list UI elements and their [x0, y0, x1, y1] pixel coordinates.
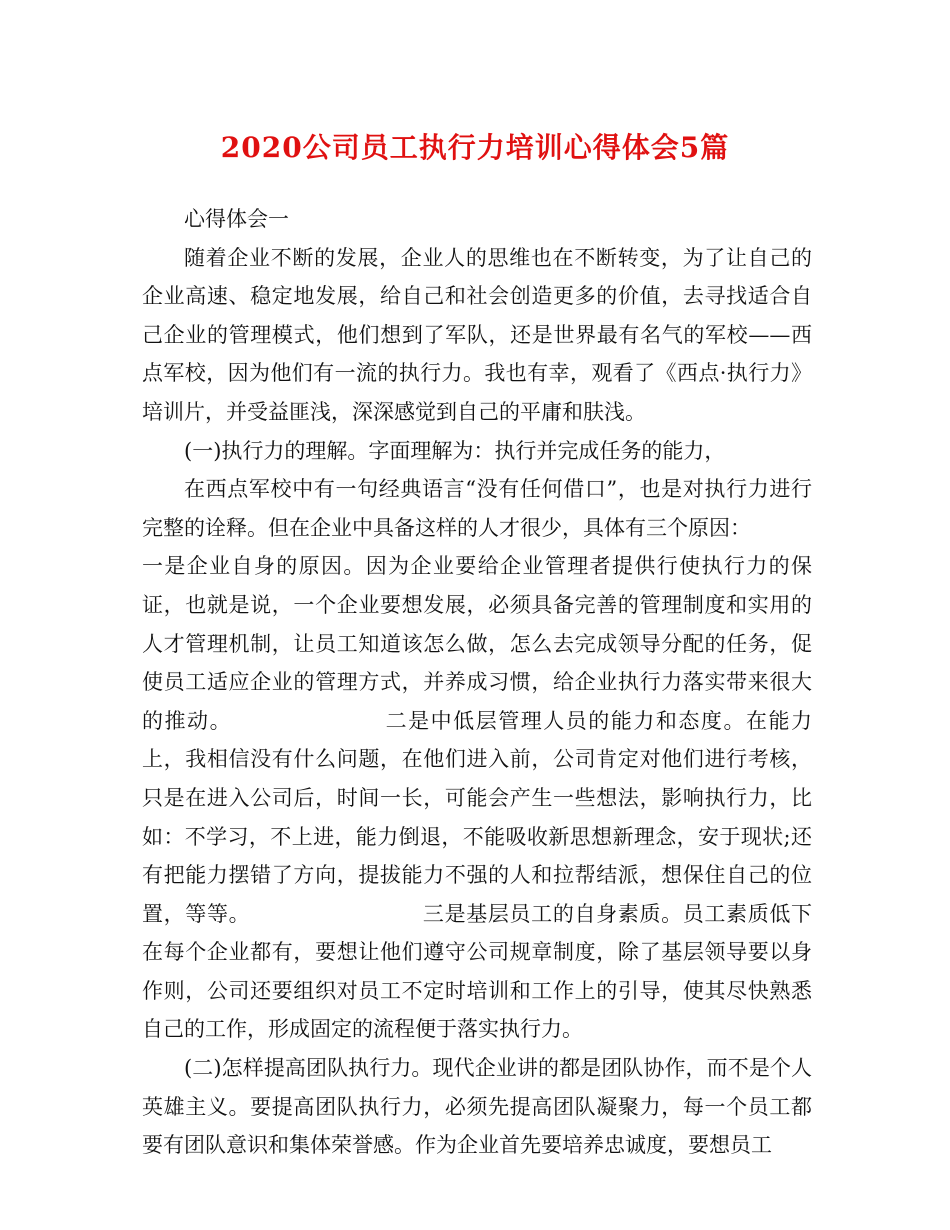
paragraph: (一)执行力的理解。字面理解为：执行并完成任务的能力，	[184, 438, 726, 463]
paragraph-segment: 二是中低层管理人员的能力和态度。在能力上，我相信没有什么问题，在他们进入前，公司肯定对他们进行考核，只是在进入公司后，时间一长，可能会产生一些想法，影响执行力，比如：不学习，不上进，能力倒退，不能吸收新思想新理念，安于现状;还有把能力摆错了方向，提拔能力不强的人和拉帮结派，想保住自己的位置，等等。	[142, 708, 813, 926]
section-heading: 心得体会一	[184, 207, 289, 231]
paragraph-segment: 三是基层员工的自身素质。员工素质低下在每个企业都有，要想让他们遵守公司规章制度，除了基层领导要以身作则，公司还要组织对员工不定时培训和工作上的引导，使其尽快熟悉自己的工作，形成固定的流程便于落实执行力。	[142, 901, 813, 1042]
document-title: 2020公司员工执行力培训心得体会5篇	[220, 131, 730, 164]
document-body	[142, 200, 812, 1165]
paragraph: 随着企业不断的发展，企业人的思维也在不断转变，为了让自己的企业高速、稳定地发展，给自己和社会创造更多的价值，去寻找适合自己企业的管理模式，他们想到了军队，还是世界最有名气的军校——西点军校，因为他们有一流的执行力。我也有幸，观看了《西点·执行力》培训片，并受益匪浅，深深感觉到自己的平庸和肤浅。	[142, 245, 812, 424]
paragraph	[142, 547, 812, 1049]
paragraph: (二)怎样提高团队执行力。现代企业讲的都是团队协作，而不是个人英雄主义。要提高团队执行力，必须先提高团队凝聚力，每一个员工都要有团队意识和集体荣誉感。作为企业首先要培养忠诚度，要想员工	[142, 1056, 812, 1158]
paragraph-segment: 一是企业自身的原因。因为企业要给企业管理者提供行使执行力的保证，也就是说，一个企业要想发展，必须具备完善的管理制度和实用的人才管理机制，让员工知道该怎么做，怎么去完成领导分配的任务，促使员工适应企业的管理方式，并养成习惯，给企业执行力落实带来很大的推动。	[142, 554, 812, 733]
paragraph: 在西点军校中有一句经典语言“没有任何借口”，也是对执行力进行完整的诠释。但在企业中具备这样的人才很少，具体有三个原因：	[142, 477, 812, 540]
